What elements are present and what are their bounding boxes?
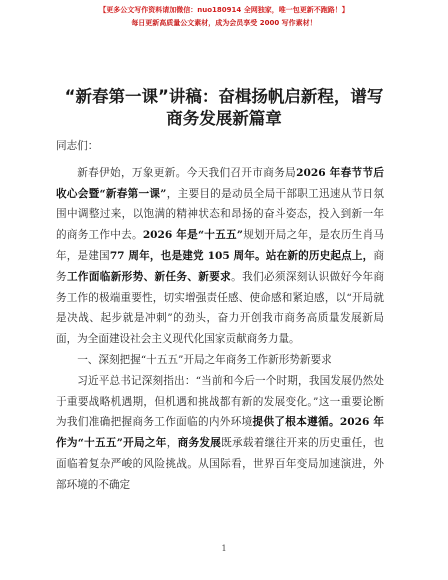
paragraph-situation xyxy=(56,371,384,496)
promo-line-2: 每日更新高质量公文素材，成为会员享受 2000 写作素材！ xyxy=(131,19,317,27)
page-number: 1 xyxy=(221,544,227,553)
document-title xyxy=(30,86,418,130)
text-span: 新春伊始，万象更新。今天我们召开市商务局 xyxy=(77,166,297,179)
bold-span: 2026 年春节节后收心会暨“新春第一课” xyxy=(56,166,384,200)
promo-line-1: 【更多公文写作资料请加微信：nuo180914 全网独家，唯一包更新不跑路！】 xyxy=(99,6,349,14)
title-line-1: “新春第一课”讲稿：奋楫扬帆启新程，谱写 xyxy=(64,87,384,106)
bold-span: 2026 年是“十五五” xyxy=(142,229,243,242)
promo-banner xyxy=(0,4,448,30)
text-span: 商务 xyxy=(56,249,385,283)
bold-span: 提供了根本遵循。 xyxy=(252,416,340,429)
bold-span: 77 周年，也是建党 105 周年。站在新的历史起点上， xyxy=(109,249,374,262)
text-span: 习近平总书记深刻指出：“当前和今后一个时期，我国发展仍然处于重要战略机遇期，但机遇和挑战都有新的发展变化。”这一重要论断为我们准确把握商务工作面临的内外环境 xyxy=(56,374,384,429)
title-line-2: 商务发展新篇章 xyxy=(166,109,282,128)
salutation: 同志们： xyxy=(56,140,99,152)
bold-span: 2026 年作为“十五五”开局之年 xyxy=(56,416,384,450)
text-span: 规划开局之年，是农历生肖马年，是建国 xyxy=(56,229,385,262)
text-span: 既承载着继往开来的历史重任，也面临着复杂严峻的风险挑战。从国际看，世界百年变局加速演进，外部环境的不确定 xyxy=(56,437,385,491)
text-span: ， xyxy=(166,437,178,450)
paragraph-intro xyxy=(56,163,384,350)
section-heading-1: 一、深刻把握“十五五”开局之年商务工作新形势新要求 xyxy=(77,353,332,366)
bold-span: 商务发展 xyxy=(177,437,222,450)
text-span: 。我们必须深刻认识做好今年商务工作的极端重要性，切实增强责任感、使命感和紧迫感，以“开局就是决战、起步就是冲刺”的劲头，奋力开创我市商务高质量发展新局面，为全面建设社会主义现代化国家贡献商务力量。 xyxy=(56,270,385,346)
document-body xyxy=(56,136,384,496)
text-span: ，主要目的是动员全局干部职工迅速从节日氛围中调整过来，以饱满的精神状态和昂扬的奋斗姿态，投入到新一年的商务工作中去。 xyxy=(56,187,385,242)
bold-span: 工作面临新形势、新任务、新要求 xyxy=(66,270,232,283)
